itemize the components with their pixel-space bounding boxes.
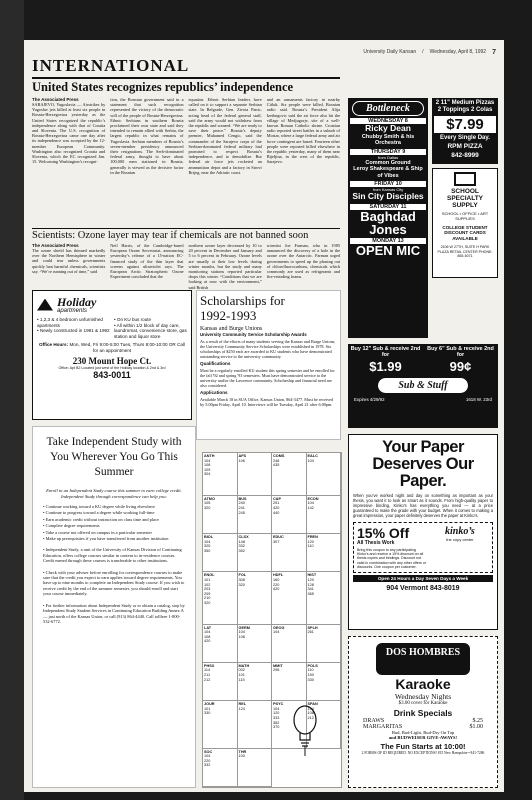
course-number: 104 xyxy=(204,630,211,635)
course-department: AFS xyxy=(238,454,247,458)
course-department: JOUR xyxy=(204,702,215,707)
sub-offer-12in xyxy=(348,344,423,376)
dos-start-time: The Fun Starts at 10:00! xyxy=(380,742,466,751)
course-number: 325 xyxy=(204,544,211,549)
course-number: 108 xyxy=(307,711,314,716)
course-number: 435 xyxy=(273,463,280,468)
school-name: SCHOOL SPECIALTY SUPPLY xyxy=(447,188,483,209)
holiday-phone: 843-0011 xyxy=(93,369,131,380)
course-number: 101 xyxy=(204,578,211,583)
holiday-tagline: apartments xyxy=(57,308,88,314)
story1-text-4: and an armaments factory in nearby Citluk. Six people were killed, Bosnian radio said. Bosnia’s President Alija Izetbegovic said the air force also hit the village of Medjugorje, site of a well-known Roman Catholic shrine. Croatian radio reported street battles in a suburb of Mostar, where a large federal army and air force contingent are based. Fourteen other people were reported killed elsewhere in the republic yesterday, many of them near Bijeljina, in the west of the republic, Sarajevo. xyxy=(266,97,340,165)
course-number: 002 xyxy=(238,668,245,673)
course-number: 114 xyxy=(204,668,211,673)
kinkos-hours: Open 24 Hours a Day Seven Days a Week xyxy=(353,575,493,582)
course-number: 240 xyxy=(238,501,245,506)
course-number: 212 xyxy=(204,677,211,682)
course-number: 320 xyxy=(238,582,245,587)
course-department: THR xyxy=(238,749,247,754)
course-number: 307 xyxy=(273,539,280,544)
dos-giveaways: and BUDWEISER GIVE-AWAYS! xyxy=(388,735,458,740)
independent-study-contact: • For further information about Independent Study or to obtain a catalog, stop by Independent Study Student Services in Continuing Education Building Annex A — just north of the Kansas Union, or call (913) 864-4440. Call tollfree 1-800-532-6772. xyxy=(43,602,185,624)
holiday-hours-label: Office Hours: xyxy=(39,342,69,348)
course-department: PSYC xyxy=(273,702,284,707)
course-number: 251 xyxy=(273,501,280,506)
folio-paper: University Daily Kansan xyxy=(363,49,417,55)
list-item: • Continue working toward a KU degree while living elsewhere xyxy=(43,504,185,509)
dos-beers: Bud, Bud-Light, Bud-Dry On Tap xyxy=(391,730,455,735)
dos-wednesday: Wednesday Nights xyxy=(394,692,452,701)
course-number: 440 xyxy=(273,510,280,515)
story1-col3 xyxy=(189,97,262,227)
scholarship-qualifications-heading: Qualifications xyxy=(200,361,231,366)
course-number: 108 xyxy=(204,634,211,639)
rpm-price: $7.99 xyxy=(434,116,496,133)
course-code-cell xyxy=(203,453,238,496)
course-number: 115 xyxy=(238,677,245,682)
course-number: 120 xyxy=(307,578,314,583)
course-number: 104 xyxy=(204,754,211,759)
sub-offers xyxy=(348,344,498,376)
dos-special-price: $.25 xyxy=(472,718,483,724)
kinkos-discount: 15% Off xyxy=(357,525,410,541)
course-number: 108 xyxy=(238,634,245,639)
course-number: 330 xyxy=(307,677,314,682)
sub-expires: Expires 4/29/92 xyxy=(354,396,385,402)
course-number: 365 xyxy=(307,591,314,596)
bottleneck-act: OPEN MIC xyxy=(355,242,421,258)
course-number: 106 xyxy=(238,458,245,463)
course-department: LAT xyxy=(204,625,212,630)
bottleneck-act-secondary: Leroy Shakespeare & Ship of Vibes xyxy=(353,166,423,179)
holiday-hours-text: Mon, Wed, Fri 9:00-5:00 Tues, Thurs 8:00-10:00 OR Call for an appointment xyxy=(69,342,185,353)
course-code-cell xyxy=(307,625,342,663)
holiday-hours xyxy=(37,342,187,353)
course-department: PHSX xyxy=(204,663,215,668)
course-department: POLS xyxy=(307,663,318,668)
course-number: 148 xyxy=(238,539,245,544)
course-code-cell xyxy=(238,625,273,663)
independent-study-lead: Enroll in an Independent Study course this summer to earn college credit. Independent Study through correspondence can help you: xyxy=(46,488,182,499)
page-gutter xyxy=(0,0,24,800)
course-department: SOC xyxy=(204,749,213,754)
story1-credit: The Associated Press xyxy=(32,97,79,102)
course-code-cell xyxy=(238,534,273,572)
course-number: 100 xyxy=(238,754,245,759)
course-code-cell xyxy=(307,663,342,701)
course-number: 160 xyxy=(273,578,280,583)
course-number: 120 xyxy=(307,539,314,544)
rpm-phone: 842-8999 xyxy=(451,152,479,159)
course-number: 110 xyxy=(307,544,314,549)
course-department: HIST xyxy=(307,573,317,578)
course-number: 105 xyxy=(204,501,211,506)
story2-col4 xyxy=(267,243,340,287)
kinkos-thesis: All Thesis Work xyxy=(357,540,395,546)
course-number: 245 xyxy=(238,510,245,515)
course-code-cell xyxy=(307,496,342,534)
bottleneck-ad xyxy=(348,98,428,338)
folio: University Daily Kansan / Wednesday, April 8, 1992 7 xyxy=(363,48,496,56)
list-item: • Complete degree requirements xyxy=(43,523,185,528)
course-number: 362 xyxy=(273,720,280,725)
story2-headline: Scientists: Ozone layer may tear if chemicals are not banned soon xyxy=(32,228,340,242)
course-department: REL xyxy=(238,702,247,707)
course-department: FOL xyxy=(238,573,247,578)
course-code-cell xyxy=(203,496,238,534)
kinkos-fine-print: Bring this coupon to any participating Kinko’s and receive a 15% discount on all thesis copies and bindings. Discount not valid in combination with any other offers or discounts. One coupon per customer. xyxy=(357,548,427,569)
bottleneck-day: THURSDAY 9 xyxy=(350,149,426,155)
list-item: • Take a course not offered on campus in a particular semester xyxy=(43,530,185,535)
kinkos-coupon xyxy=(353,522,493,573)
story2-col1 xyxy=(32,243,105,287)
school-sub: SCHOOL • OFFICE • ART SUPPLIES xyxy=(441,211,489,221)
holiday-features xyxy=(37,317,187,339)
course-number: 102 xyxy=(204,582,211,587)
course-number: 304 xyxy=(204,472,211,477)
course-department: ANTH xyxy=(204,454,215,458)
course-department: SPLH xyxy=(307,625,318,630)
course-number: 212 xyxy=(307,715,314,720)
course-number: 320 xyxy=(204,601,211,606)
scholarship-subtitle: University Community Service Scholarship Awards xyxy=(200,332,307,337)
list-item: • Make up prerequisites if you have transferred from another institution xyxy=(43,536,185,541)
course-code-cell xyxy=(238,453,273,496)
course-number: 101 xyxy=(204,706,211,711)
sub-offer-head: Buy 12" Sub & receive 2nd for xyxy=(350,346,421,359)
course-number: 320 xyxy=(204,506,211,511)
dos-hombres-ad xyxy=(348,636,498,788)
course-department: COMS xyxy=(273,454,285,458)
sub-footer xyxy=(348,395,498,404)
course-codes-table xyxy=(202,452,342,788)
course-code-cell xyxy=(307,534,342,572)
course-code-cell xyxy=(272,663,307,701)
story1-headline: United States recognizes republics’ independence xyxy=(32,80,294,94)
course-number: 420 xyxy=(273,506,280,511)
course-code-cell xyxy=(272,453,307,496)
course-code-cell xyxy=(203,701,238,749)
dos-special-item: MARGARITAS xyxy=(363,724,403,730)
story1-text-1: SARAJEVO, Yugoslavia — Airstrikes by Yugoslav jets killed at least six people in Bosnia-Herzegovina yesterday as the United States recognized the republic’s independence along with that of Croatia and Slovenia. The U.S. recognition of Bosnia-Herzegovina came one day after its independence was accepted by the 12-member European Community. Washington also recognized Croatia and Slovenia, which the EC recognized Jan. 15. Welcoming Washington’s recogni- xyxy=(32,102,106,165)
course-code-cell xyxy=(238,701,273,749)
course-department: GEOG xyxy=(273,625,285,630)
sub-offer-price: $1.99 xyxy=(369,358,402,374)
folio-date: Wednesday, April 8, 1992 xyxy=(429,49,487,55)
course-department: BIOL xyxy=(204,535,214,540)
course-number: 330 xyxy=(204,711,211,716)
dos-special-item: DRAWS xyxy=(363,718,385,724)
dos-drink-specials: Drink Specials xyxy=(393,708,453,718)
course-code-cell xyxy=(203,749,238,787)
course-department: MMIT xyxy=(273,663,283,668)
course-code-cell xyxy=(272,572,307,624)
course-number: 352 xyxy=(238,548,245,553)
course-number: 220 xyxy=(204,758,211,763)
independent-study-title: Take Independent Study with You Wherever You Go This Summer xyxy=(46,436,182,478)
bottleneck-day: MONDAY 13 xyxy=(350,238,426,244)
holiday-logo xyxy=(37,295,187,314)
course-number: 109 xyxy=(204,467,211,472)
course-code-cell xyxy=(272,625,307,663)
bottleneck-from: from Dallas xyxy=(377,154,399,160)
bottleneck-day: FRIDAY 10 xyxy=(350,181,426,187)
course-department: ATMO xyxy=(204,496,215,501)
bottleneck-day: WEDNESDAY 8 xyxy=(350,118,426,124)
course-code-cell xyxy=(307,572,342,624)
kinkos-body: When you’ve worked night and day on something as important as your thesis, you want it to look as smart as it sounds. From high-quality paper to impressive binding, Kinko’s has everything you need — at a price guaranteed to make the grade with your budget. When it comes to making a great impression, your paper definitely deserves the paper at Kinko’s. xyxy=(353,493,493,518)
sub-logo: Sub & Stuff xyxy=(378,378,468,393)
story2-text-2: Neil Harris, of the Cambridge-based European Ozone Secretariat, announcing yesterday’s release of a 15-nation EC-financed study of the thin layer that screens against ultraviolet rays. The European Arctic Stratospheric Ozone Experiment concluded that the xyxy=(110,243,184,280)
course-number: 333 xyxy=(273,715,280,720)
independent-study-benefits xyxy=(43,504,185,541)
school-address: 2106 W 27TH, SUITE H PARK PLAZA RETAIL CENTER PHONE: 865-5071 xyxy=(437,245,493,259)
course-number: 241 xyxy=(238,506,245,511)
independent-study-ad xyxy=(32,426,196,788)
sub-address: 1618 W. 23rd xyxy=(465,396,492,402)
roof-icon xyxy=(37,299,53,311)
course-number: 104 xyxy=(307,458,314,463)
story1-col4 xyxy=(267,97,340,227)
story2-col3 xyxy=(188,243,262,290)
rpm-pizza-ad xyxy=(432,98,498,164)
course-number: 104 xyxy=(307,501,314,506)
course-number: 308 xyxy=(238,578,245,583)
story1-text-3: equation. Ethnic Serbian leaders have called on it to support a separate Serbian state. In Belgrade, Gen. Zivota Panic, acting head of the federal general staff, said the army would not withdraw from the republic and warned: “We are ready to save their peace.” Bosnia’s deputy premier, Muhamed Cengic, said the commander of the Sarajevo corps of the Serbian-dominated federal military had promised to respect Bosnia’s independence, and to demobilize. But federal air force jets rocketed an ammunition depot and a factory in Sirovi Brijeg, near the Adriatic coast. xyxy=(188,97,262,175)
course-number: 104 xyxy=(204,539,211,544)
course-department: FREN xyxy=(307,535,318,540)
course-department: ECON xyxy=(307,496,319,501)
course-code-cell xyxy=(238,572,273,624)
sub-offer-price: 99¢ xyxy=(449,358,472,374)
bottleneck-act: Baghdad Jones xyxy=(360,208,416,237)
sub-offer-6in xyxy=(423,344,498,376)
course-number: 209 xyxy=(204,591,211,596)
course-number: 104 xyxy=(307,706,314,711)
kinkos-ad xyxy=(348,434,498,630)
scholarships-notice xyxy=(196,290,341,440)
course-department: C&P xyxy=(273,496,282,501)
school-specialty-ad xyxy=(432,168,498,278)
course-number: 261 xyxy=(307,630,314,635)
sub-and-stuff-ad xyxy=(348,344,498,428)
course-number: 104 xyxy=(273,630,280,635)
course-code-cell xyxy=(272,496,307,534)
bottleneck-act: Ricky Dean xyxy=(365,123,411,133)
course-number: 108 xyxy=(204,463,211,468)
scholarship-applications-heading: Applications xyxy=(200,390,228,395)
rpm-offer: 2 11" Medium Pizzas 2 Toppings 2 Colas xyxy=(435,100,495,113)
course-department: BUS xyxy=(238,496,247,501)
course-number: 110 xyxy=(307,668,314,673)
story2-text-4: scientist Joe Farman, who in 1985 announced the discovery of a hole in the ozone over the Antarctic. Farman urged governments to speed up the phasing out of chlorofluorocarbons, chemicals which commonly are used as refrigerants and fire-retarding foams. xyxy=(266,243,340,280)
bottleneck-from: from Kansas City xyxy=(372,187,404,192)
course-number: 150 xyxy=(307,673,314,678)
story2-col2 xyxy=(110,243,183,287)
course-number: 246 xyxy=(273,458,280,463)
dos-cover: $3.00 cover for Karaoke xyxy=(398,701,448,706)
holiday-features-right xyxy=(114,317,187,339)
course-number: 120 xyxy=(273,711,280,716)
course-code-cell xyxy=(307,453,342,496)
kinkos-logo-sub: the copy center xyxy=(446,537,474,542)
course-department: SPAN xyxy=(307,702,318,707)
course-department: MATH xyxy=(238,663,250,668)
course-number: 203 xyxy=(204,587,211,592)
holiday-name: Holiday xyxy=(57,295,97,309)
course-number: 128 xyxy=(307,582,314,587)
course-number: 298 xyxy=(273,668,280,673)
story2-text-1: The ozone shield has thinned markedly over the Northern Hemisphere in winter and could tear unless governments quickly ban harmful chemicals, scientists say. “We’re running out of time,” said xyxy=(32,248,106,274)
scholarship-qualifications: Must be a regularly enrolled KU student this spring semester and be enrolled for the fall '92 and spring '93 semesters. Must have demonstrated service to the university and/or the Lawrence community. Scholarship and financial need are also considered. xyxy=(200,368,335,388)
kinkos-address: 904 Vermont 843-8019 xyxy=(386,585,460,593)
lightbulb-icon xyxy=(292,704,318,756)
story1-body xyxy=(32,97,340,227)
kinkos-logo: kinko’s xyxy=(444,526,475,537)
course-number: 104 xyxy=(204,458,211,463)
course-number: 220 xyxy=(273,582,280,587)
course-department: GERM xyxy=(238,625,250,630)
bottleneck-act: Common Ground xyxy=(365,159,411,166)
apple-logo-icon xyxy=(454,172,476,186)
newspaper-page xyxy=(24,40,504,792)
course-department: CLSX xyxy=(238,535,249,540)
course-number: 142 xyxy=(307,506,314,511)
independent-study-advice: • Check with your adviser before enrolling for correspondence courses to make sure that the credit you expect to earn applies toward degree requirements. You have up to nine months to complete an Independent Study course. If you wish to receive credit by the end of the summer semester, you should enroll and start your course immediately. xyxy=(43,569,185,597)
course-code-cell xyxy=(203,625,238,663)
course-code-cell xyxy=(238,749,273,787)
course-number: 124 xyxy=(238,706,245,711)
list-item: • Earn academic credit without instruction on class time and place xyxy=(43,517,185,522)
holiday-features-left xyxy=(37,317,110,339)
course-department: ENGL xyxy=(204,573,215,578)
bottleneck-act: Sin City Disciples xyxy=(352,191,424,201)
course-code-cell xyxy=(238,663,273,701)
dos-karaoke: Karaoke xyxy=(395,676,451,692)
course-number: 332 xyxy=(204,763,211,768)
course-number: 104 xyxy=(273,706,280,711)
story2-credit: The Associated Press xyxy=(32,243,79,248)
course-code-cell xyxy=(272,534,307,572)
dos-fine-print: 2 FORMS OF ID REQUIRED. NO EXCEPTIONS! 815 New Hampshire • 841-7286 xyxy=(361,751,485,755)
course-code-cell xyxy=(203,572,238,624)
sub-offer-head: Buy 6" Sub & receive 2nd for xyxy=(427,346,494,359)
holiday-address: 230 Mount Hope Ct. xyxy=(72,355,152,366)
story1-text-2: tion, the Bosnian government said in a statement that such recognition represented the victory of the democratic will of the people of Bosnia-Herzegovina. Ethnic Serbians in southern Bosnia proclaimed their own state and said they intended to remain allied with Serbia, the largest republic in what remains of Yugoslavia. Serbian members of Bosnia’s seven-member presidency announced their resignations. The Serb-dominated federal army, thought to have about 100,000 men stationed in Bosnia, generally is viewed as the decisive factor in the Bosnian xyxy=(110,97,184,175)
holiday-fine-print: Office: Apt B2 Located just west of the Holiday location & 2nd & 3rd xyxy=(58,365,166,370)
bottleneck-day: SATURDAY 11 xyxy=(350,204,426,210)
holiday-apartments-ad xyxy=(32,290,192,420)
kinkos-headline: Your Paper Deserves Our Paper. xyxy=(372,438,474,490)
story2-text-3: northern ozone layer decreased by 10 to 20 percent in December and January and 5 to 6 percent in February. Ozone levels are usually at their low levels during winter months, but the study and many monitoring stations reported particular drops this winter. “Conditions that we are looking at now with the environment,” said British xyxy=(188,243,262,290)
list-item: • Continue to progress toward a degree while working full-time xyxy=(43,510,185,515)
story1-col2 xyxy=(110,97,183,227)
course-number: 101 xyxy=(238,673,245,678)
course-number: 350 xyxy=(204,548,211,553)
course-number: 420 xyxy=(204,639,211,644)
course-code-cell xyxy=(203,534,238,572)
course-department: HDFL xyxy=(273,573,284,578)
course-number: 104 xyxy=(238,630,245,635)
holiday-feature: • On KU bus route xyxy=(114,317,187,323)
section-title: INTERNATIONAL xyxy=(32,56,340,79)
course-code-cell xyxy=(203,663,238,701)
dos-special-price: $1.00 xyxy=(469,724,483,730)
rpm-name: RPM PIZZA xyxy=(447,143,483,150)
course-code-cell xyxy=(238,496,273,534)
course-number: 370 xyxy=(273,725,280,730)
scholarship-unions: Kansas and Burge Unions xyxy=(200,326,263,332)
course-department: EDUC xyxy=(273,535,284,540)
bottleneck-logo: Bottleneck xyxy=(352,101,424,116)
bottleneck-act-secondary: Chubby Smith & his Orchestra xyxy=(361,133,415,146)
scholarship-body: As a result of the efforts of many students serving the Kansas and Burge Unions, the University Community Service Scholarships were established in 1978. Six scholarships of $250 each are awarded to KU students who have demonstrated outstanding service to the university community. xyxy=(200,339,336,359)
scholarship-applications: Available March 18 in SUA Office, Kansas Union, 864-3477. Must be received by 5:00pm Friday, April 10. Interviews will be Tuesday, April 21 after 6:00pm. xyxy=(200,397,334,407)
course-number: 332 xyxy=(238,544,245,549)
story2-body xyxy=(32,243,340,290)
story1-col1 xyxy=(32,97,105,227)
holiday-feature: • 1,2,3 & 4 bedroom unfurnished apartments xyxy=(37,317,110,328)
rpm-every-day: Every Single Day. xyxy=(440,135,490,141)
dos-hombres-logo: DOS HOMBRES xyxy=(376,643,470,675)
independent-study-about: • Independent Study, a unit of the University of Kansas Division of Continuing Education, offers college courses similar in content to in-residence courses. Credit earned through these courses is transferable to other institutions. xyxy=(43,547,182,564)
course-number: 341 xyxy=(307,587,314,592)
school-discount: COLLEGE STUDENT DISCOUNT CARDS AVAILABLE xyxy=(442,225,488,241)
holiday-feature: • All within 1/2 block of day care, laundromat, convenience store, gas station and liquor store xyxy=(114,323,187,340)
course-number: 211 xyxy=(204,673,211,678)
scholarship-title: Scholarships for xyxy=(200,293,285,308)
course-number: 420 xyxy=(273,587,280,592)
course-number: 210 xyxy=(204,596,211,601)
holiday-feature: • Newly constructed in 1991 & 1992 xyxy=(37,328,110,334)
scholarship-year: 1992-1993 xyxy=(200,308,257,323)
course-department: EALC xyxy=(307,454,318,458)
folio-page: 7 xyxy=(492,48,496,56)
